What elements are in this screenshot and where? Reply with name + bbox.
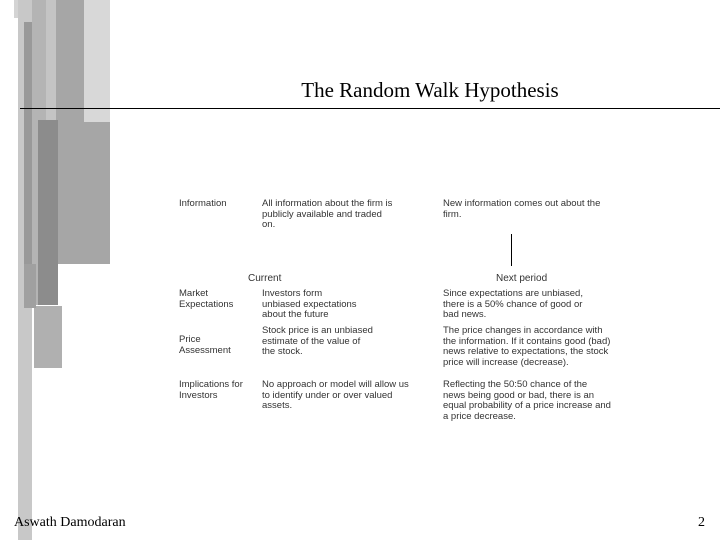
cell-market-expectations-next: Since expectations are unbiased, there is a 50% chance of good or bad news. xyxy=(443,288,583,320)
cell-price-assessment-current: Stock price is an unbiased estimate of the value of the stock. xyxy=(262,325,373,357)
slide-title: The Random Walk Hypothesis xyxy=(301,78,559,102)
header-current: Current xyxy=(248,273,282,284)
header-next-period: Next period xyxy=(496,273,548,284)
title-rule xyxy=(20,108,720,109)
cell-price-assessment-next: The price changes in accordance with the information. If it contains good (bad) news relative to expectations, the stock price will increase (decrease). xyxy=(443,325,611,368)
cell-implications-current: No approach or model will allow us to identify under or over valued assets. xyxy=(262,379,409,411)
divider-line xyxy=(511,234,512,266)
row-label-price-assessment: Price Assessment xyxy=(179,334,231,356)
row-label-implications: Implications for Investors xyxy=(179,379,243,401)
page-number: 2 xyxy=(698,515,705,530)
decorative-bar xyxy=(84,0,110,122)
row-label-information: Information xyxy=(179,198,227,209)
decorative-bar xyxy=(34,306,62,368)
footer-author: Aswath Damodaran xyxy=(14,515,126,530)
cell-information-next: New information comes out about the firm. xyxy=(443,198,601,220)
decorative-bar xyxy=(24,264,36,308)
cell-implications-next: Reflecting the 50:50 chance of the news being good or bad, there is an equal probability of a price increase and a price decrease. xyxy=(443,379,611,422)
decorative-bar xyxy=(38,120,58,305)
cell-market-expectations-current: Investors form unbiased expectations about the future xyxy=(262,288,357,320)
cell-information-current: All information about the firm is publicly available and traded on. xyxy=(262,198,393,230)
row-label-market-expectations: Market Expectations xyxy=(179,288,234,310)
